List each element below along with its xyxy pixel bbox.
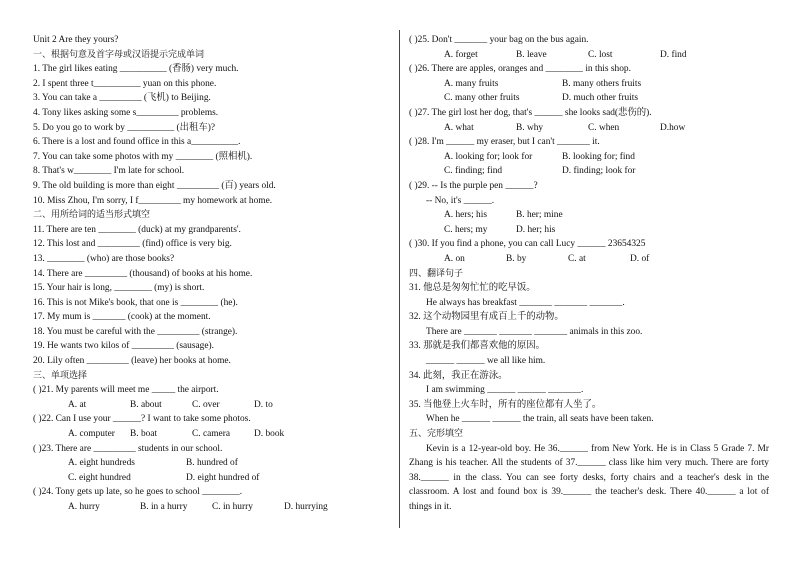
question: ( )30. If you find a phone, you can call Lucy ______ 23654325 [409, 239, 646, 250]
question: 1. The girl likes eating __________ (香肠) very much. [33, 64, 239, 75]
question: 19. He wants two kilos of _________ (sausage). [33, 341, 214, 352]
option: D. of [630, 253, 650, 264]
option: A. many fruits [444, 78, 499, 89]
option: B. looking for; find [562, 151, 635, 162]
question: 7. You can take some photos with my ________ (照相机). [33, 151, 253, 162]
option: D. eight hundred of [186, 472, 260, 483]
answer-options [33, 398, 388, 413]
option: B. by [506, 253, 527, 264]
option: C. when [588, 122, 620, 133]
option: B. about [130, 399, 162, 410]
option: A. computer [68, 429, 115, 440]
option: A. eight hundreds [68, 458, 135, 469]
question: ( )28. I'm ______ my eraser, but I can't _______ it. [409, 137, 600, 148]
question: 14. There are _________ (thousand) of books at his home. [33, 268, 253, 279]
answer-options [33, 427, 388, 442]
section-heading: 三、单项选择 [33, 370, 88, 381]
answer-line: I am swimming ______ ______ _______. [426, 385, 584, 396]
question: 18. You must be careful with the _________ (strange). [33, 326, 238, 337]
question: 32. 这个动物园里有成百上千的动物。 [409, 312, 564, 323]
answer-line: -- No, it's ______. [426, 195, 495, 206]
answer-options [409, 252, 769, 267]
question: 13. ________ (who) are those books? [33, 253, 175, 264]
answer-line: He always has breakfast _______ _______ _______. [426, 297, 625, 308]
question: 5. Do you go to work by __________ (出租车)? [33, 122, 216, 133]
question: ( )24. Tony gets up late, so he goes to school ________. [33, 487, 243, 498]
option: C. finding; find [444, 166, 503, 177]
answer-options [33, 456, 388, 471]
option: D. her; his [516, 224, 556, 235]
question: 4. Tony likes asking some s_________ problems. [33, 107, 219, 118]
option: A. on [444, 253, 465, 264]
right-column [409, 33, 769, 515]
question: 16. This is not Mike's book, that one is ________ (he). [33, 297, 238, 308]
option: C. lost [588, 49, 613, 60]
option: D. find [660, 49, 687, 60]
answer-options [409, 164, 769, 179]
option: B. leave [516, 49, 547, 60]
option: B. boat [130, 429, 158, 440]
option: A. what [444, 122, 474, 133]
question: 15. Your hair is long, ________ (my) is short. [33, 283, 205, 294]
section-heading: 四、翻译句子 [409, 268, 464, 279]
option: A. forget [444, 49, 478, 60]
option: C. eight hundred [68, 472, 131, 483]
option: A. at [68, 399, 87, 410]
question: 31. 他总是匆匆忙忙的吃早饭。 [409, 283, 536, 294]
question: 34. 此刻，我正在游泳。 [409, 370, 508, 381]
answer-options [33, 471, 388, 486]
option: A. hers; his [444, 210, 487, 221]
question: 10. Miss Zhou, I'm sorry, I f_________ my homework at home. [33, 195, 273, 206]
question: ( )21. My parents will meet me _____ the airport. [33, 385, 219, 396]
option: C. camera [192, 429, 230, 440]
option: C. at [568, 253, 586, 264]
question: 33. 那就是我们都喜欢他的原因。 [409, 341, 545, 352]
section-heading: 五、完形填空 [409, 429, 464, 440]
question: 3. You can take a _________ (飞机) to Beijing. [33, 93, 211, 104]
answer-line: There are _______ _______ _______ animals in this zoo. [426, 326, 643, 337]
option: A. looking for; look for [444, 151, 533, 162]
answer-line: ______ ______ we all like him. [426, 356, 546, 367]
answer-options [409, 208, 769, 223]
question: 12. This lost and _________ (find) office is very big. [33, 239, 232, 250]
answer-options [33, 500, 388, 515]
option: B. why [516, 122, 544, 133]
answer-line: When he ______ ______ the train, all seats have been taken. [426, 414, 654, 425]
answer-options [409, 77, 769, 92]
question: ( )26. There are apples, oranges and ________ in this shop. [409, 64, 631, 75]
question: ( )29. -- Is the purple pen ______? [409, 180, 538, 191]
left-column [33, 33, 388, 515]
option: D. book [254, 429, 285, 440]
option: D. much other fruits [562, 93, 639, 104]
option: B. in a hurry [140, 502, 188, 512]
answer-options [409, 48, 769, 63]
cloze-passage: Kevin is a 12-year-old boy. He 36.______ from New York. He is in Class 5 Grade 7. Mr Zhang is his teacher. All the students of 37.______ class like him very much. There are forty 38.______ in the class. You can see forty desks, forty chairs and a teacher's desk in the classroom. A lost and found box is 39.______ the teacher's desk. There 40.______ a lot of things in it. [409, 443, 769, 512]
answer-options [409, 150, 769, 165]
option: B. hundred of [186, 458, 238, 469]
question: 20. Lily often _________ (leave) her books at home. [33, 356, 231, 367]
option: D. hurrying [284, 502, 328, 512]
section-heading: 一、根据句意及首字母或汉语提示完成单词 [33, 49, 205, 60]
option: D. finding; look for [562, 166, 636, 177]
question: 6. There is a lost and found office in this a__________. [33, 137, 241, 148]
option: D.how [660, 122, 686, 133]
answer-options [409, 121, 769, 136]
question: ( )25. Don't _______ your bag on the bus again. [409, 35, 589, 45]
option: C. over [192, 399, 220, 410]
option: C. hers; my [444, 224, 488, 235]
option: A. hurry [68, 502, 100, 512]
option: B. her; mine [516, 210, 563, 221]
unit-title: Unit 2 Are they yours? [33, 35, 119, 45]
question: 2. I spent three t__________ yuan on this phone. [33, 78, 217, 89]
section-heading: 二、用所给词的适当形式填空 [33, 210, 151, 221]
answer-options [409, 91, 769, 106]
question: 8. That's w________ I'm late for school. [33, 166, 185, 177]
question: ( )22. Can I use your ______? I want to take some photos. [33, 414, 251, 425]
question: 11. There are ten ________ (duck) at my grandparents'. [33, 224, 241, 235]
column-divider [399, 30, 400, 528]
question: 17. My mum is _______ (cook) at the moment. [33, 312, 211, 323]
question: ( )27. The girl lost her dog, that's ______ she looks sad(悲伤的). [409, 107, 652, 118]
option: D. to [254, 399, 273, 410]
option: B. many others fruits [562, 78, 642, 89]
option: C. in hurry [212, 502, 253, 512]
question: 9. The old building is more than eight _________ (百) years old. [33, 180, 276, 191]
answer-options [409, 223, 769, 238]
question: 35. 当他登上火车时，所有的座位都有人坐了。 [409, 399, 602, 410]
option: C. many other fruits [444, 93, 520, 104]
question: ( )23. There are _________ students in our school. [33, 443, 223, 454]
